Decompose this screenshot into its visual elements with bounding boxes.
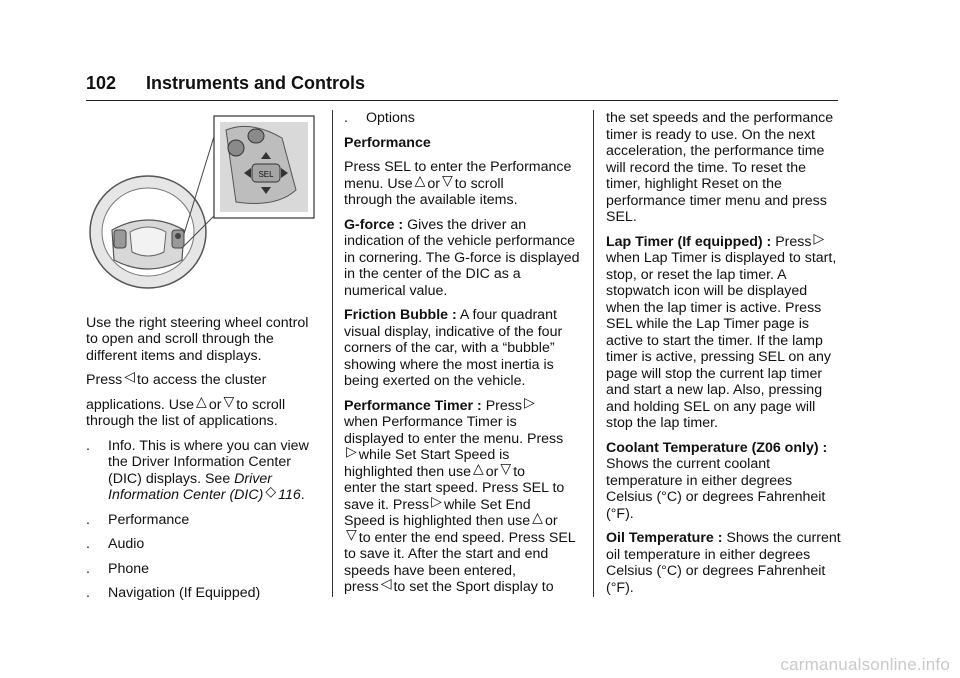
paragraph: applications. Use △ or ▽ to scroll through the list of applications. <box>86 393 286 429</box>
right-arrow-icon: ▷ <box>431 493 442 510</box>
left-arrow-icon: ◁ <box>380 576 392 592</box>
sel-button-label: SEL <box>258 170 274 179</box>
figure-caption: Use the right steering wheel control to open and scroll through the different items and displays. <box>86 314 309 364</box>
list-item: . Audio <box>86 536 145 552</box>
up-arrow-icon: △ <box>196 393 207 410</box>
paragraph: Coolant Temperature (Z06 only) : Shows the current coolant temperature in either degrees Celsius (°C) or degrees Fahrenheit (°F). <box>606 439 828 522</box>
page-number: 102 <box>86 73 117 93</box>
column-divider <box>593 110 594 597</box>
watermark: carmanualsonline.info <box>780 655 950 674</box>
paragraph: Performance Timer : Press ▷ when Performance Timer is displayed to enter the menu. Press ▷ while Set Start Speed is highlighted then use △ or ▽ to enter the start speed. Press SEL to save it. Press ▷ while Set End Speed is highlighted then use △ or ▽ to enter the end speed. Press SEL to save it. After the start and end speeds have been entered, press ◁ to set the Sport display to <box>344 394 576 595</box>
cross-reference-link[interactable]: Driver Information Center (DIC) <box>108 470 272 503</box>
steering-wheel-illustration <box>86 110 318 302</box>
section-title: Instruments and Controls <box>146 73 366 93</box>
right-arrow-icon: ▷ <box>346 444 357 460</box>
page-header <box>86 70 838 101</box>
right-arrow-icon: ▷ <box>813 230 825 247</box>
paragraph: the set speeds and the performance timer is ready to use. On the next acceleration, the performance time will record the time. To reset the timer, highlight Reset on the performance timer menu and press SEL. <box>606 110 834 225</box>
up-arrow-icon: △ <box>473 460 484 477</box>
paragraph: Oil Temperature : Shows the current oil temperature in either degrees Celsius (°C) or degrees Fahrenheit (°F). <box>606 530 841 596</box>
down-arrow-icon: ▽ <box>346 526 357 543</box>
down-arrow-icon: ▽ <box>500 460 512 477</box>
section-heading: Performance <box>344 134 431 151</box>
down-arrow-icon: ▽ <box>442 172 453 189</box>
right-arrow-icon: ▷ <box>523 394 535 411</box>
list-item: . Info. This is where you can view the Driver Information Center (DIC) displays. See Driver Information Center (DIC) ◇ 116. <box>86 437 309 503</box>
list-item: . Navigation (If Equipped) <box>86 585 261 601</box>
list-item: . Performance <box>86 511 190 528</box>
list-item: . Options <box>344 110 415 126</box>
paragraph: Press ◁ to access the cluster <box>86 369 267 388</box>
list-item: . Phone <box>86 560 150 577</box>
paragraph: Friction Bubble : A four quadrant visual display, indicative of the four corners of the car, with a “bubble” showing where the most inertia is being exerted on the vehicle. <box>344 307 563 389</box>
column-2 <box>344 110 580 604</box>
paragraph: Lap Timer (If equipped) : Press ▷ when Lap Timer is displayed to start, stop, or reset the lap timer. A stopwatch icon will be displayed when the lap timer is active. Press SEL while the Lap Timer page is active to start the timer. If the lamp timer is active, pressing SEL on any page will stop the current lap timer and start a new lap. Also, pressing and holding SEL on any page will stop the lap timer. <box>606 230 837 431</box>
left-arrow-icon: ◁ <box>124 369 136 385</box>
column-3 <box>606 110 842 604</box>
down-arrow-icon: ▽ <box>223 393 235 410</box>
page-reference-number: 116 <box>278 487 301 503</box>
paragraph: Press SEL to enter the Performance menu. Use △ or ▽ to scroll through the available items. <box>344 159 572 208</box>
page-reference-icon: ◇ <box>265 484 277 500</box>
paragraph: G-force : Gives the driver an indication of the vehicle performance in cornering. The G-force is displayed in the center of the DIC as a numerical value. <box>344 216 580 299</box>
column-1 <box>86 110 318 610</box>
column-divider <box>332 110 333 597</box>
up-arrow-icon: △ <box>532 510 543 526</box>
up-arrow-icon: △ <box>414 172 426 189</box>
